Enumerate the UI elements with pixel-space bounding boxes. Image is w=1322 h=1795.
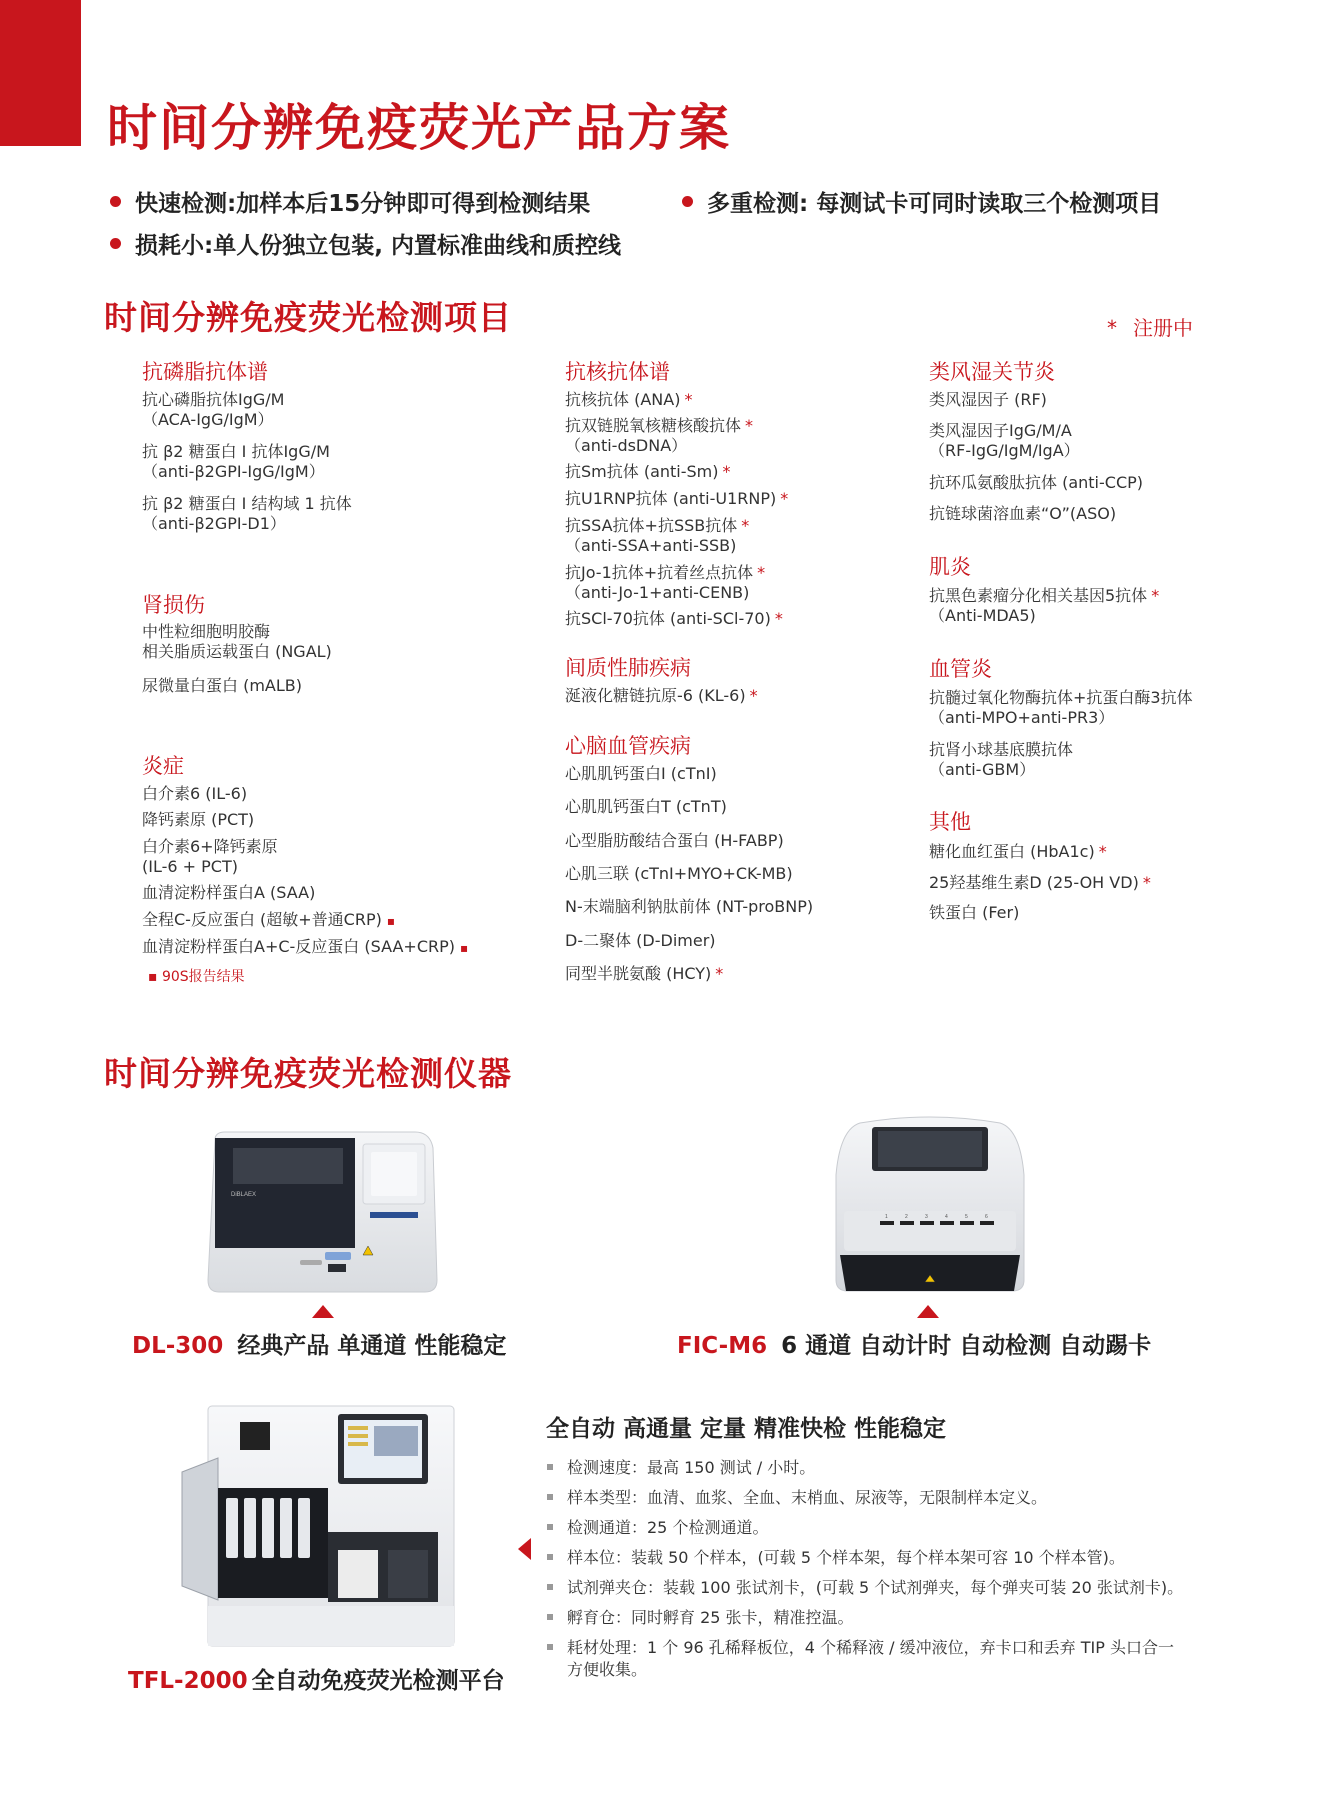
- section-title-items: 时间分辨免疫荧光检测项目: [104, 298, 512, 337]
- list-item: 白介素6+降钙素原: [142, 837, 278, 856]
- list-item: 心肌肌钙蛋白I (cTnI): [565, 764, 717, 783]
- list-item: 抗肾小球基底膜抗体: [929, 740, 1074, 759]
- bullet-square: [547, 1464, 553, 1470]
- list-item: 白介素6 (IL-6): [142, 784, 248, 803]
- list-item: 心型脂肪酸结合蛋白 (H-FABP): [565, 831, 784, 850]
- bullet-dot: [682, 196, 693, 207]
- category-rheumatoid: 类风湿关节炎: [929, 360, 1055, 384]
- list-item: 血清淀粉样蛋白A+C-反应蛋白 (SAA+CRP) ▪: [142, 937, 469, 956]
- channel-label: 4: [945, 1214, 948, 1220]
- spec-item: 检测通道：25 个检测通道。: [547, 1517, 768, 1539]
- list-item: 抗U1RNP抗体 (anti-U1RNP) *: [565, 489, 789, 508]
- note-90s: ▪ 90S报告结果: [148, 969, 245, 985]
- list-item: （Anti-MDA5): [929, 606, 1036, 625]
- pointer-triangle: [917, 1305, 939, 1318]
- bullet-square: [547, 1554, 553, 1560]
- bullet-square: [547, 1584, 553, 1590]
- list-item: 糖化血红蛋白 (HbA1c) *: [929, 842, 1107, 861]
- category-interstitial-lung: 间质性肺疾病: [565, 656, 691, 680]
- list-item: 抗黑色素瘤分化相关基因5抗体 *: [929, 586, 1160, 605]
- list-item: 抗双链脱氧核糖核酸抗体 *: [565, 416, 754, 435]
- category-antiphospholipid: 抗磷脂抗体谱: [142, 360, 268, 384]
- bullet-square: [547, 1524, 553, 1530]
- list-item: （anti-MPO+anti-PR3）: [929, 708, 1115, 727]
- list-item: 抗心磷脂抗体IgG/M: [142, 390, 285, 409]
- list-item: 25羟基维生素D (25-OH VD) *: [929, 873, 1151, 892]
- corner-accent-block: [0, 0, 81, 146]
- pointer-triangle: [518, 1538, 531, 1560]
- bullet-dot: [110, 238, 121, 249]
- list-item: （anti-β2GPI-D1）: [142, 514, 286, 533]
- channel-label: 3: [925, 1214, 928, 1220]
- list-item: （anti-SSA+anti-SSB): [565, 536, 737, 555]
- list-item: 抗Sm抗体 (anti-Sm) *: [565, 462, 731, 481]
- list-item: 全程C-反应蛋白 (超敏+普通CRP) ▪: [142, 910, 396, 929]
- page-title: 时间分辨免疫荧光产品方案: [107, 99, 731, 157]
- 90s-marker: ▪: [460, 941, 469, 955]
- list-item: 抗Jo-1抗体+抗着丝点抗体 *: [565, 563, 766, 582]
- list-item: 同型半胱氨酸 (HCY) *: [565, 964, 724, 983]
- list-item: 抗SSA抗体+抗SSB抗体 *: [565, 516, 750, 535]
- list-item: （anti-GBM）: [929, 760, 1036, 779]
- list-item: （anti-Jo-1+anti-CENB): [565, 583, 750, 602]
- brand-label: DiBLAEX: [231, 1192, 257, 1198]
- bullet-square: [547, 1494, 553, 1500]
- channel-label: 2: [905, 1214, 908, 1220]
- list-item: 抗核抗体 (ANA) *: [565, 390, 693, 409]
- feature-low-loss: 损耗小:单人份独立包装, 内置标准曲线和质控线: [110, 227, 621, 260]
- list-item: 类风湿因子 (RF): [929, 390, 1047, 409]
- list-item: 类风湿因子IgG/M/A: [929, 421, 1072, 440]
- list-item: （ACA-IgG/IgM）: [142, 410, 274, 429]
- list-item: 心肌三联 (cTnI+MYO+CK-MB): [565, 864, 793, 883]
- category-other: 其他: [929, 810, 971, 834]
- spec-item: 样本位：装载 50 个样本，(可载 5 个样本架，每个样本架可容 10 个样本管)。: [547, 1547, 1125, 1569]
- list-item: 抗 β2 糖蛋白 I 抗体IgG/M: [142, 442, 330, 461]
- list-item: 涎液化糖链抗原-6 (KL-6) *: [565, 686, 758, 705]
- pointer-triangle: [312, 1305, 334, 1318]
- spec-item: 样本类型：血清、血浆、全血、末梢血、尿液等，无限制样本定义。: [547, 1487, 1047, 1509]
- ficm6-caption: FIC-M6 6 通道 自动计时 自动检测 自动踢卡: [677, 1333, 1152, 1359]
- list-item: （anti-dsDNA）: [565, 436, 688, 455]
- category-vasculitis: 血管炎: [929, 657, 992, 681]
- bullet-square: [547, 1644, 553, 1650]
- category-antinuclear: 抗核抗体谱: [565, 360, 670, 384]
- dl300-device-image: [205, 1130, 440, 1295]
- registering-legend: * 注册中: [1107, 316, 1193, 340]
- list-item: 中性粒细胞明胶酶: [142, 622, 271, 641]
- list-item: (IL-6 + PCT): [142, 857, 238, 876]
- list-item: N-末端脑利钠肽前体 (NT-proBNP): [565, 897, 814, 916]
- tfl2000-device-image: [178, 1400, 460, 1650]
- spec-item: 耗材处理：1 个 96 孔稀释板位，4 个稀释液 / 缓冲液位，弃卡口和丢弃 TIP 头口合一: [547, 1637, 1174, 1659]
- feature-rapid: 快速检测:加样本后15分钟即可得到检测结果: [110, 185, 590, 218]
- list-item: （anti-β2GPI-IgG/IgM）: [142, 462, 325, 481]
- category-inflammation: 炎症: [142, 754, 184, 778]
- spec-item-continuation: 方便收集。: [567, 1660, 648, 1679]
- list-item: 抗SCl-70抗体 (anti-SCl-70) *: [565, 609, 783, 628]
- bullet-square: [547, 1614, 553, 1620]
- list-item: 抗环瓜氨酸肽抗体 (anti-CCP): [929, 473, 1144, 492]
- list-item: 抗链球菌溶血素“O”(ASO): [929, 504, 1117, 523]
- channel-label: 1: [885, 1214, 888, 1220]
- feature-multiplex: 多重检测: 每测试卡可同时读取三个检测项目: [682, 185, 1161, 218]
- bullet-dot: [110, 196, 121, 207]
- category-myositis: 肌炎: [929, 555, 971, 579]
- category-kidney-injury: 肾损伤: [142, 593, 205, 617]
- spec-title: 全自动 高通量 定量 精准快检 性能稳定: [546, 1416, 947, 1442]
- channel-label: 5: [965, 1214, 968, 1220]
- list-item: 铁蛋白 (Fer): [929, 903, 1020, 922]
- list-item: （RF-IgG/IgM/IgA）: [929, 441, 1080, 460]
- list-item: D-二聚体 (D-Dimer): [565, 931, 716, 950]
- channel-label: 6: [985, 1214, 988, 1220]
- 90s-marker: ▪: [386, 914, 396, 928]
- list-item: 心肌肌钙蛋白T (cTnT): [565, 797, 727, 816]
- category-cardiovascular: 心脑血管疾病: [565, 734, 691, 758]
- list-item: 尿微量白蛋白 (mALB): [142, 676, 302, 695]
- dl300-caption: DL-300 经典产品 单通道 性能稳定: [132, 1333, 507, 1359]
- list-item: 血清淀粉样蛋白A (SAA): [142, 883, 316, 902]
- list-item: 降钙素原 (PCT): [142, 810, 255, 829]
- spec-item: 检测速度：最高 150 测试 / 小时。: [547, 1457, 815, 1479]
- spec-item: 孵育仓：同时孵育 25 张卡，精准控温。: [547, 1607, 854, 1629]
- list-item: 抗 β2 糖蛋白 I 结构域 1 抗体: [142, 494, 352, 513]
- tfl2000-caption: TFL-2000 全自动免疫荧光检测平台: [128, 1668, 505, 1694]
- list-item: 抗髓过氧化物酶抗体+抗蛋白酶3抗体: [929, 688, 1193, 707]
- list-item: 相关脂质运载蛋白 (NGAL): [142, 642, 332, 661]
- ficm6-device-image: [830, 1115, 1030, 1293]
- section-title-instruments: 时间分辨免疫荧光检测仪器: [104, 1054, 512, 1093]
- spec-item: 试剂弹夹仓：装载 100 张试剂卡，(可载 5 个试剂弹夹，每个弹夹可装 20 张试剂卡)。: [547, 1577, 1183, 1599]
